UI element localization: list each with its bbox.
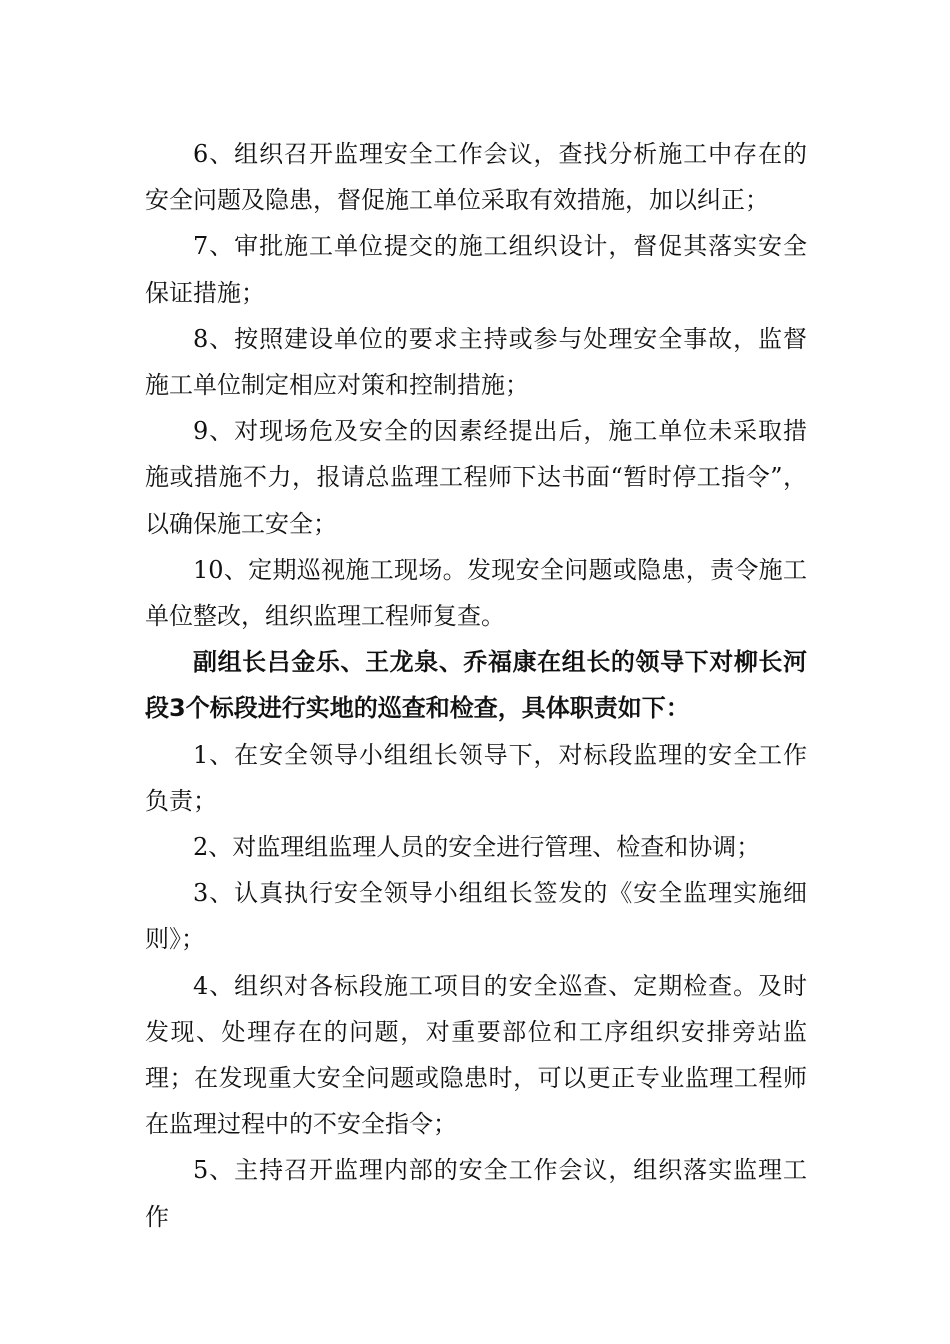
paragraph-item-6: 6、组织召开监理安全工作会议，查找分析施工中存在的安全问题及隐患，督促施工单位采取有效措施，加以纠正；	[145, 140, 807, 215]
paragraph-item-7: 7、审批施工单位提交的施工组织设计，督促其落实安全保证措施；	[145, 232, 807, 307]
duty-item-3: 3、认真执行安全领导小组组长签发的《安全监理实施细则》；	[145, 879, 807, 954]
paragraph-item-8: 8、按照建设单位的要求主持或参与处理安全事故，监督施工单位制定相应对策和控制措施；	[145, 324, 807, 400]
section-heading-deputy-leaders: 副组长吕金乐、王龙泉、乔福康在组长的领导下对柳长河段3个标段进行实地的巡查和检查，具体职责如下：	[145, 648, 807, 723]
paragraph-item-9: 9、对现场危及安全的因素经提出后，施工单位未采取措施或措施不力，报请总监理工程师下达书面“暂时停工指令”，以确保施工安全；	[145, 417, 807, 538]
duty-item-1: 1、在安全领导小组组长领导下，对标段监理的安全工作负责；	[145, 740, 807, 815]
duty-item-5: 5、主持召开监理内部的安全工作会议，组织落实监理工作	[145, 1156, 807, 1231]
duty-item-4: 4、组织对各标段施工项目的安全巡查、定期检查。及时发现、处理存在的问题，对重要部位和工序组织安排旁站监理；在发现重大安全问题或隐患时，可以更正专业监理工程师在监理过程中的不安全指令；	[145, 971, 807, 1139]
document-body	[145, 131, 807, 1240]
duty-item-2: 2、对监理组监理人员的安全进行管理、检查和协调；	[193, 833, 761, 862]
paragraph-item-10: 10、定期巡视施工现场。发现安全问题或隐患，责令施工单位整改，组织监理工程师复查。	[145, 555, 807, 631]
